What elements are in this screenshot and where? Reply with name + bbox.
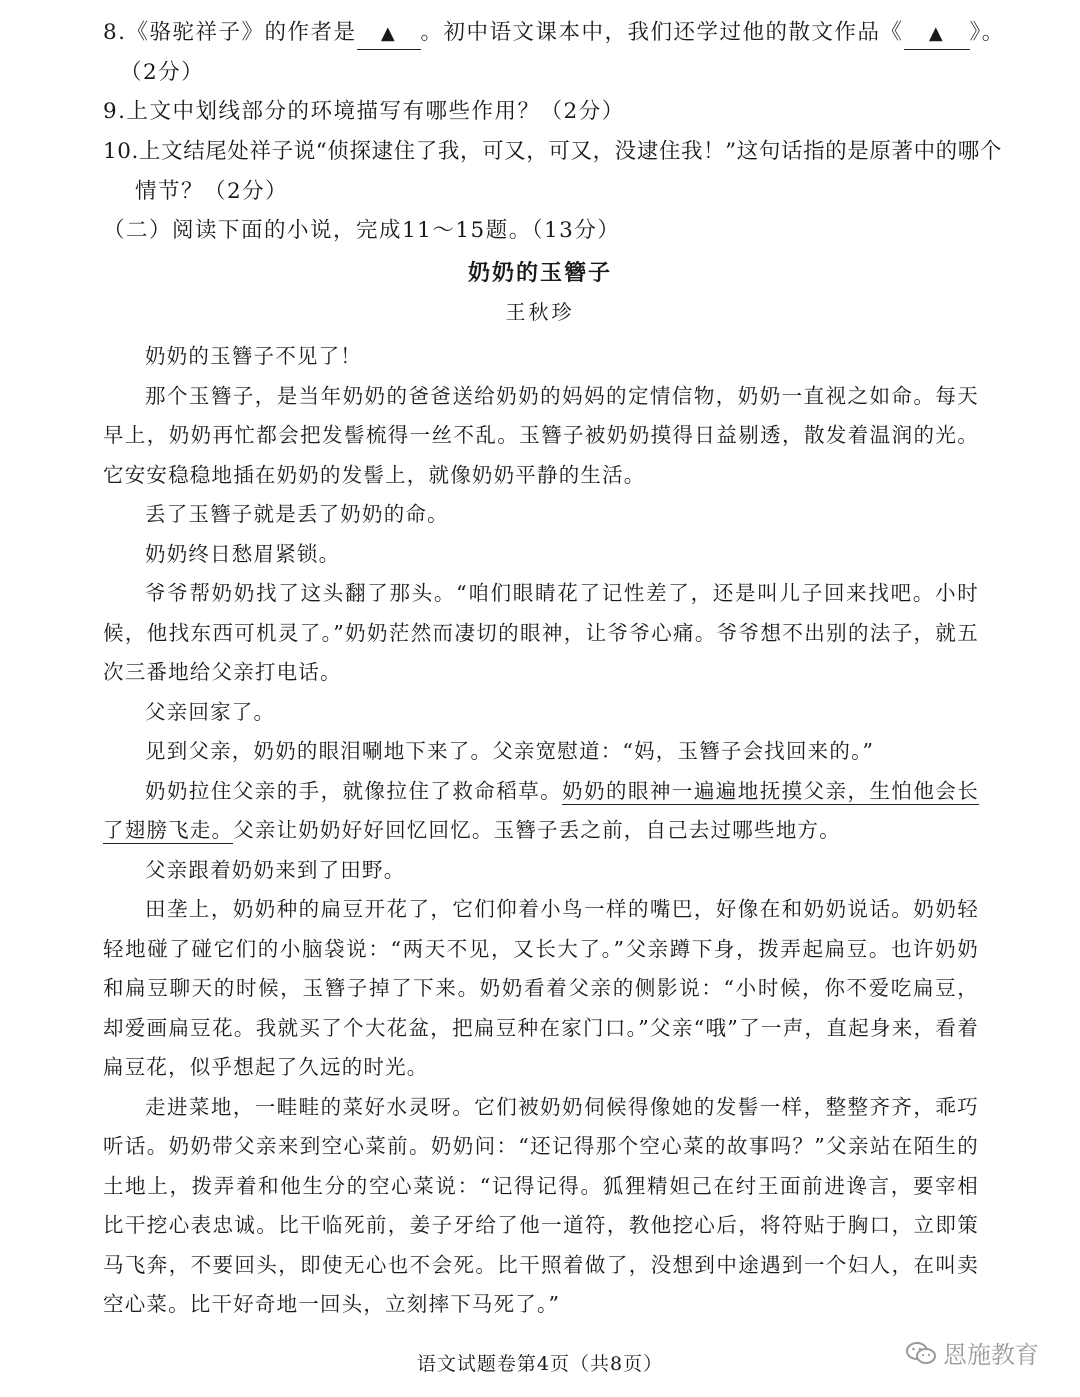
answer-blank-1[interactable]: ▲	[357, 19, 421, 50]
paragraph: 爷爷帮奶奶找了这头翻了那头。“咱们眼睛花了记性差了，还是叫儿子回来找吧。小时候，他找东西可机灵了。”奶奶茫然而凄切的眼神，让爷爷心痛。爷爷想不出别的法子，就五次三番地给父亲打电话。	[103, 581, 979, 684]
question-8-text-3: 》。	[969, 20, 1005, 45]
paragraph: 父亲回家了。	[145, 699, 276, 724]
paragraph: 奶奶的玉簪子不见了！	[145, 344, 362, 368]
question-10-line-1: 10.上文结尾处祥子说“侦探逮住了我，可又，可又，没逮住我！”这句话指的是原著中的哪个	[103, 139, 1002, 164]
question-8-text-1: 8.《骆驼祥子》的作者是	[103, 20, 357, 45]
paragraph: 田垄上，奶奶种的扁豆开花了，它们仰着小鸟一样的嘴巴，好像在和奶奶说话。奶奶轻轻地碰了碰它们的小脑袋说：“两天不见，又长大了。”父亲蹲下身，拨弄起扁豆。也许奶奶和扁豆聊天的时候，玉簪子掉了下来。奶奶看着父亲的侧影说：“小时候，你不爱吃扁豆，却爱画扁豆花。我就买了个大花盆，把扁豆种在家门口。”父亲“哦”了一声，直起身来，看着扁豆花，似乎想起了久远的时光。	[103, 897, 979, 1079]
story-author: 王秋珍	[505, 300, 575, 324]
section-2-heading: （二）阅读下面的小说，完成11～15题。（13分）	[103, 218, 621, 243]
watermark-text: 恩施教育	[943, 1341, 1039, 1369]
story-title: 奶奶的玉簪子	[467, 260, 612, 286]
story-body	[103, 337, 979, 1325]
answer-blank-2[interactable]: ▲	[904, 19, 970, 50]
paragraph: 父亲跟着奶奶来到了田野。	[145, 857, 406, 882]
question-10-line-2: 情节？（2分）	[135, 179, 289, 204]
page-footer: 语文试题卷第4页（共8页）	[416, 1353, 664, 1375]
question-8-score: （2分）	[120, 60, 205, 85]
watermark	[905, 1335, 1039, 1370]
underlined-passage: 奶奶的眼神一遍遍地抚摸父亲，生怕他会长了翅膀飞走。	[103, 778, 979, 842]
paragraph: 奶奶终日愁眉紧锁。	[145, 541, 341, 566]
paragraph: 那个玉簪子，是当年奶奶的爸爸送给奶奶的妈妈的定情信物，奶奶一直视之如命。每天早上，奶奶再忙都会把发髻梳得一丝不乱。玉簪子被奶奶摸得日益剔透，散发着温润的光。它安安稳稳地插在奶奶的发髻上，就像奶奶平静的生活。	[103, 383, 979, 487]
paragraph-text: 奶奶拉住父亲的手，就像拉住了救命稻草。	[145, 778, 563, 803]
paragraph	[103, 772, 979, 851]
paragraph: 走进菜地，一畦畦的菜好水灵呀。它们被奶奶伺候得像她的发髻一样，整整齐齐，乖巧听话。奶奶带父亲来到空心菜前。奶奶问：“还记得那个空心菜的故事吗？”父亲站在陌生的土地上，拨弄着和他生分的空心菜说：“记得记得。狐狸精妲己在纣王面前进谗言，要宰相比干挖心表忠诚。比干临死前，姜子牙给了他一道符，教他挖心后，将符贴于胸口，立即策马飞奔，不要回头，即使无心也不会死。比干照着做了，没想到中途遇到一个妇人，在叫卖空心菜。比干好奇地一回头，立刻摔下马死了。”	[103, 1094, 979, 1316]
wechat-icon	[905, 1340, 937, 1366]
question-8-line	[103, 18, 1005, 50]
paragraph: 见到父亲，奶奶的眼泪唰地下来了。父亲宽慰道：“妈，玉簪子会找回来的。”	[145, 739, 875, 763]
paragraph: 丢了玉簪子就是丢了奶奶的命。	[145, 502, 449, 526]
question-9: 9.上文中划线部分的环境描写有哪些作用？（2分）	[103, 99, 625, 124]
question-8-text-2: 。初中语文课本中，我们还学过他的散文作品《	[420, 20, 904, 45]
paragraph-text: 父亲让奶奶好好回忆回忆。玉簪子丢之前，自己去过哪些地方。	[233, 818, 841, 842]
